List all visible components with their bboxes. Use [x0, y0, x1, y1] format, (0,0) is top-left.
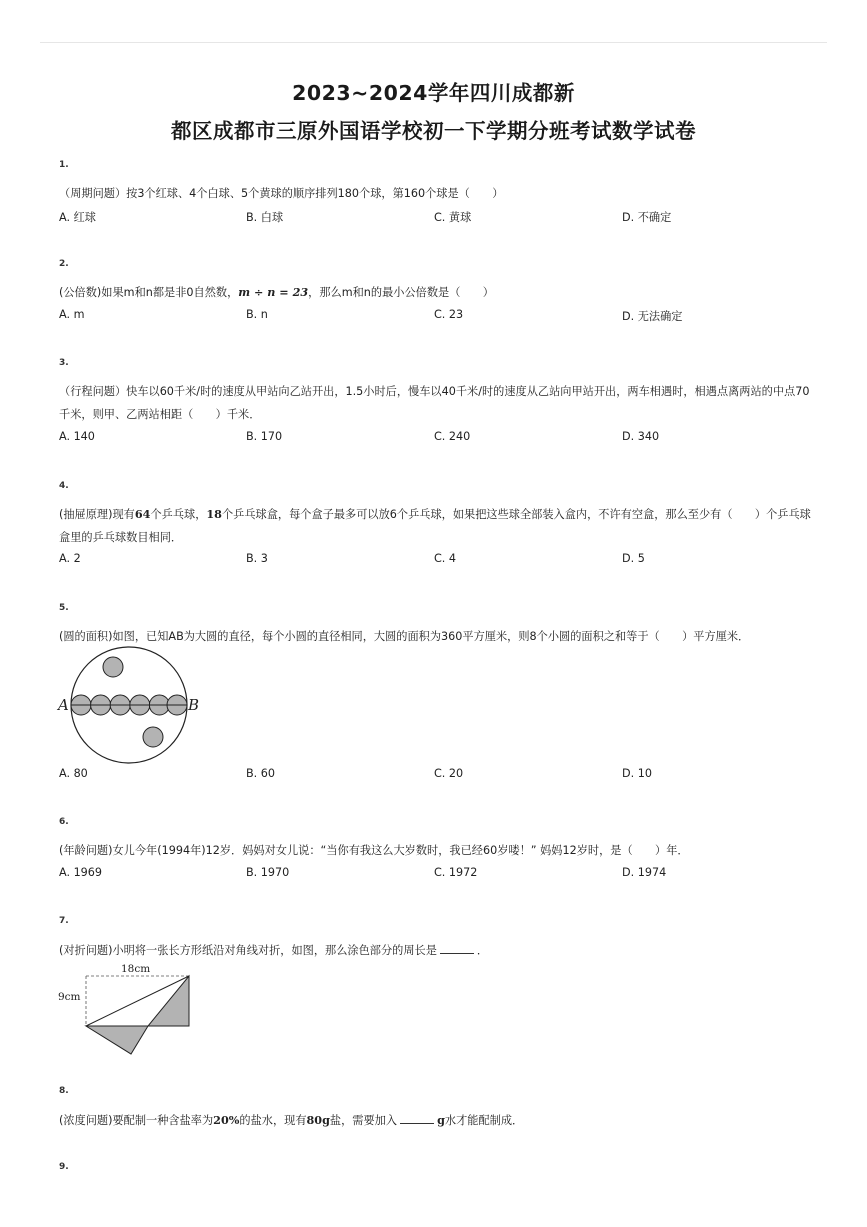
option-c: C. 20: [434, 767, 464, 780]
option-b: B. 60: [246, 767, 276, 780]
math-unit: g: [437, 1113, 445, 1127]
option-b: B. 3: [246, 552, 268, 565]
question-text-part: (抽屉原理)现有: [59, 508, 135, 521]
question-text-part: 盐，需要加入: [329, 1114, 398, 1127]
option-b: B. n: [246, 308, 268, 321]
question-text: （行程问题）快车以60千米/时的速度从甲站向乙站开出，1.5小时后，慢车以40千米/时的速度从乙站向甲站开出，两车相遇时，相遇点离两站的中点70千米，则甲、乙两站相距（ ）千米．: [59, 385, 810, 421]
page-title-line1: 2023~2024学年四川成都新: [292, 81, 575, 105]
question-text-part: ．: [476, 944, 489, 957]
folded-rectangle-figure: [55, 960, 200, 1058]
option-a: A. 140: [59, 430, 95, 443]
question-number: 1.: [59, 160, 69, 170]
question-number: 8.: [59, 1086, 69, 1096]
height-label: 9cm: [58, 991, 81, 1003]
shaded-triangle-bottom: [86, 1026, 148, 1054]
width-label: 18cm: [121, 963, 151, 975]
question-number: 6.: [59, 817, 69, 827]
question-number: 3.: [59, 358, 69, 368]
point-label-b: B: [188, 696, 200, 714]
option-b: B. 白球: [246, 211, 284, 224]
math-number: 20%: [213, 1113, 240, 1127]
question-text-part: ，那么m和n的最小公倍数是（ ）: [308, 286, 494, 299]
option-d: D. 5: [622, 552, 645, 565]
question-text: （周期问题）按3个红球、4个白球、5个黄球的顺序排列180个球，第160个球是（ ）: [59, 187, 504, 200]
option-c: C. 黄球: [434, 211, 472, 224]
option-b: B. 1970: [246, 866, 290, 879]
header-divider: [40, 42, 827, 43]
option-d: D. 不确定: [622, 211, 672, 224]
question-text-part: 个乒乓球，: [150, 508, 207, 521]
option-a: A. 红球: [59, 211, 96, 224]
math-number: 80g: [306, 1113, 330, 1127]
page-title-line2: 都区成都市三原外国语学校初一下学期分班考试数学试卷: [171, 119, 696, 143]
question-number: 4.: [59, 481, 69, 491]
point-label-a: A: [58, 696, 69, 714]
question-text: (圆的面积)如图，已知AB为大圆的直径，每个小圆的直径相同，大圆的面积为360平方厘米，则8个小圆的面积之和等于（ ）平方厘米．: [59, 630, 750, 643]
answer-blank: [400, 1113, 434, 1124]
circle-figure: [55, 646, 205, 764]
option-d: D. 无法确定: [622, 310, 683, 323]
math-number: 64: [134, 507, 151, 521]
shaded-triangle-right: [148, 976, 189, 1026]
small-circle: [103, 657, 123, 677]
question-text: [59, 1109, 811, 1132]
question-text: [59, 281, 811, 304]
option-c: C. 23: [434, 308, 464, 321]
question-text: [59, 503, 811, 549]
question-text-part: (浓度问题)要配制一种含盐率为: [59, 1114, 214, 1127]
question-number: 9.: [59, 1162, 69, 1172]
option-d: D. 340: [622, 430, 660, 443]
question-text-part: 水才能配制成．: [444, 1114, 524, 1127]
question-text-part: (对折问题)小明将一张长方形纸沿对角线对折，如图，那么涂色部分的周长是: [59, 944, 437, 957]
option-a: A. 1969: [59, 866, 103, 879]
question-text-part: 个乒乓球盒，每个盒子最多可以放6个乒乓球，如果把这些球全部装入盒内，不许有空盒，那么至少有（ ）个乒乓球盒里的乒乓球数目相同．: [59, 508, 811, 544]
option-d: D. 1974: [622, 866, 667, 879]
question-text: [59, 939, 811, 962]
question-text-part: 的盐水，现有: [239, 1114, 307, 1127]
question-number: 5.: [59, 603, 69, 613]
option-a: A. 80: [59, 767, 88, 780]
option-d: D. 10: [622, 767, 652, 780]
option-c: C. 1972: [434, 866, 478, 879]
option-a: A. 2: [59, 552, 81, 565]
option-c: C. 4: [434, 552, 457, 565]
math-expression: m ÷ n = 23: [238, 285, 309, 299]
question-number: 7.: [59, 916, 69, 926]
option-a: A. m: [59, 308, 85, 321]
option-b: B. 170: [246, 430, 283, 443]
small-circle: [143, 727, 163, 747]
math-number: 18: [206, 507, 222, 521]
question-number: 2.: [59, 259, 69, 269]
answer-blank: [440, 943, 474, 954]
question-text-part: (公倍数)如果m和n都是非0自然数，: [59, 286, 239, 299]
option-c: C. 240: [434, 430, 471, 443]
question-text: (年龄问题)女儿今年(1994年)12岁．妈妈对女儿说：“当你有我这么大岁数时，我已经60岁喽！” 妈妈12岁时，是（ ）年．: [59, 844, 689, 857]
